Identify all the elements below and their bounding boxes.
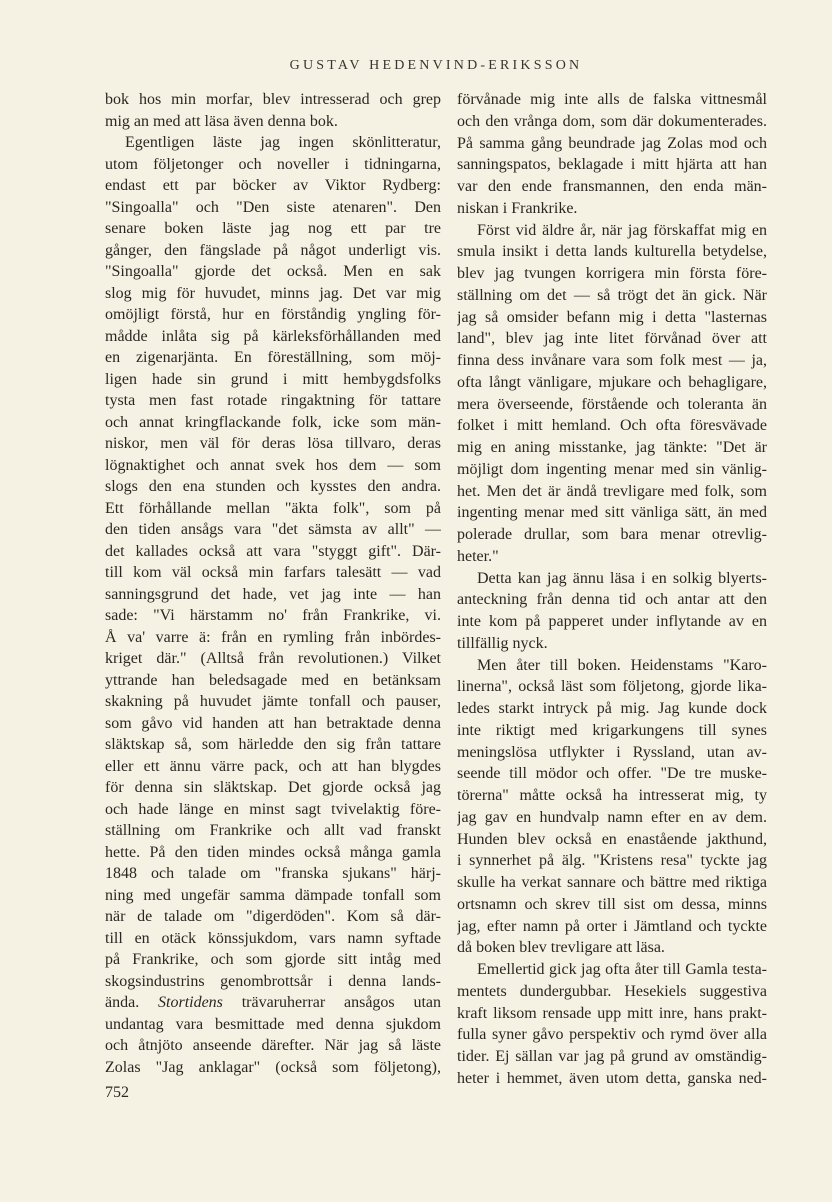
line-text: sade: "Vi härstamm no' från Frankrike, vi. [105,607,441,624]
text-line [457,589,767,611]
line-text: lögnaktighet och annat svek hos dem — som [105,456,441,474]
line-text: På samma gång beundrade jag Zolas mod och [457,134,767,152]
text-line [457,502,767,524]
line-text: när de talade om "digerdöden". Kom så där- [105,908,441,925]
line-text: inte kom på papperet under inflytande av en [457,613,767,630]
line-text: slog mig för huvudet, minns jag. Det var mig [105,284,441,302]
text-line [457,1046,767,1068]
text-line [105,347,441,369]
text-line [457,546,767,568]
line-text: jag gav en hundvalp namn efter en av dem. [457,808,767,826]
text-line [105,390,441,412]
text-line [105,519,441,541]
text-line [105,261,441,283]
line-text: smula insikt i detta lands kulturella betydelse, [457,243,767,261]
text-line [457,89,767,111]
text-line [457,785,767,807]
text-line [457,916,767,938]
text-line [457,1024,767,1046]
text-line [105,885,441,907]
line-text: folket i mitt hemland. Och ofta föresvävade [457,417,767,435]
line-text: slogs den ena stunden och kysstes den andra. [105,478,441,495]
text-line [457,459,767,481]
text-line [105,412,441,434]
text-line [105,154,441,176]
text-line [105,584,441,606]
text-line [105,992,441,1014]
text-line [105,842,441,864]
text-line [457,720,767,742]
line-text: mentets dundergubbar. Hesekiels suggestiva [457,982,767,1000]
page-number: 752 [105,1084,129,1101]
text-line [457,676,767,698]
text-line [457,959,767,981]
line-text: skakning på huvudet jämte tonfall och pauser, [105,693,441,710]
line-text: undantag vara besmittade med denna sjukdom [105,1015,441,1033]
right-text-column [457,89,767,1090]
line-text: då boken blev trevligare att läsa. [457,939,665,957]
text-line [457,894,767,916]
running-header: GUSTAV HEDENVIND-ERIKSSON [289,58,583,73]
text-line [457,742,767,764]
line-text: fulla syner gåvo perspektiv och rymd över alla [457,1026,767,1044]
line-text: eller ett ännu värre pack, och att han blygdes [105,757,441,775]
line-text: finna dess invånare vara som folk mest — ja, [457,352,767,369]
line-text: Detta kan jag ännu läsa i en solkig blyerts- [477,569,767,587]
line-text: tider. Ej sällan var jag på grund av omständig- [457,1048,767,1065]
line-text: på Frankrike, och som gjorde sitt intåg med [105,951,441,968]
line-text: bok hos min morfar, blev intresserad och grep [105,91,441,108]
text-line [105,562,441,584]
text-line [105,670,441,692]
line-text: ning med ungefär samma dämpade tonfall som [105,886,441,904]
line-text: heter i hemmet, även utom detta, ganska ned- [457,1069,767,1087]
text-line [457,850,767,872]
line-text: ställning om det — så trögt det än gick. När [457,286,767,304]
text-line [457,415,767,437]
text-line [457,698,767,720]
text-line [105,627,441,649]
text-line [457,372,767,394]
line-text: niskor, men väl för deras lösa tillvaro, deras [105,435,441,452]
text-line [457,133,767,155]
line-text: tillfällig nyck. [457,634,548,652]
text-line [105,541,441,563]
text-line [105,498,441,520]
text-line [457,263,767,285]
line-text: till kom väl också min farfars talesätt — vad [105,564,441,581]
text-line [457,437,767,459]
line-text: ställning om Frankrike och allt vad franskt [105,822,441,839]
line-text: niskan i Frankrike. [457,199,578,217]
text-line [105,799,441,821]
text-line [105,906,441,928]
line-text: släktskap så, som härledde den sig från tattare [105,736,441,753]
line-text: det kallades också att vara "styggt gift". Där- [105,542,441,560]
line-text: jag, efter namn på orter i Jämtland och tyckte [457,917,767,935]
text-line [105,197,441,219]
text-line [105,1057,441,1079]
text-line [105,89,441,111]
text-line [105,863,441,885]
line-text: skulle ha verkat sannare och bättre med riktiga [457,874,767,891]
line-text: heter." [457,547,499,565]
text-line [105,734,441,756]
text-line [457,176,767,198]
text-line [457,524,767,546]
line-text: yttrande han beledsagade med en betänksam [105,671,441,689]
line-text: och hade länge en minst sagt tvivelaktig före- [105,800,441,818]
line-text: het. Men det är ändå trevligare med folk, som [457,482,767,500]
line-text: meningslösa utflykter i Ryssland, utan av- [457,743,767,761]
text-line [105,111,441,133]
line-text: jag så omsider befann mig i detta "lasternas [457,308,767,326]
line-text: den tiden ansågs vara "det sämsta av allt" — [105,521,441,538]
line-text: ända. [105,994,159,1011]
text-line [457,829,767,851]
line-text: endast ett par böcker av Viktor Rydberg: [105,177,441,194]
left-text-column [105,89,441,1078]
line-text: mådde inlåta sig på kärleksförhållanden med [105,327,441,345]
line-text: blev jag tvungen korrigera min första före- [457,265,767,282]
text-line [457,937,767,959]
text-line [105,283,441,305]
line-text: polerade drullar, som bara menar otrevlig- [457,526,767,543]
text-line [105,971,441,993]
text-line [457,611,767,633]
text-line [105,820,441,842]
text-line [457,111,767,133]
line-text: kraft liksom rensade upp mitt inre, hans prakt- [457,1004,767,1022]
text-line [457,198,767,220]
line-text: var den ende fransmannen, den enda män- [457,178,767,195]
text-line [105,756,441,778]
line-text: skogsindustrins genombrottsår i denna lands- [105,972,441,990]
line-text: mig en aning misstanke, jag tänkte: "Det är [457,439,767,456]
line-text: som gåvo vid handen att han betraktade denna [105,714,441,732]
text-line [457,981,767,1003]
line-text: inte riktigt med krigarkungens till synes [457,721,767,739]
text-line [457,481,767,503]
line-text: ofta långt vänligare, mjukare och behagligare, [457,373,767,391]
line-text: ingenting menar med sitt vänliga sätt, än med [457,504,767,522]
text-line [457,154,767,176]
line-text: mera överseende, förstående och toleranta än [457,395,767,413]
line-text: Men åter till boken. Heidenstams "Karo- [477,656,767,674]
line-text-after: trävaruherrar ansågos utan [222,994,441,1011]
text-line [105,476,441,498]
text-line [457,307,767,329]
line-text: Å va' varre ä: från en rymling från inbördes- [105,628,441,646]
line-text: möjligt dom ingenting menar med sin vänlig- [457,460,767,478]
text-line [105,648,441,670]
line-text: ligen hade sin grund i mitt hembygdsfolks [105,370,441,388]
line-text: Hunden blev också en enastående jakthund, [457,830,767,848]
line-text: omöjligt förstå, hur en förståndig yngling för- [105,306,441,323]
line-text: senare boken läste jag nog ett par tre [105,220,441,237]
text-line [105,713,441,735]
text-line [457,568,767,590]
text-line [105,240,441,262]
line-text: Ett förhållande mellan "äkta folk", som på [105,499,441,517]
line-text: Emellertid gick jag ofta åter till Gamla testa- [477,961,767,978]
text-line [105,218,441,240]
text-line [105,777,441,799]
text-line [457,655,767,677]
line-text: sanningspatos, beklagade i mitt hjärta att han [457,156,767,174]
text-line [457,285,767,307]
line-text: tysta men fast rotade ringaktning för tattare [105,392,441,409]
line-text: i synnerhet på älg. "Kristens resa" tyckte jag [457,852,767,870]
text-line [457,220,767,242]
line-text: "Singoalla" gjorde det också. Men en sak [105,263,441,280]
line-text: gånger, den fängslade på något underligt vis. [105,241,441,259]
text-line [457,763,767,785]
line-text: kriget där." (Alltså från revolutionen.) Vilket [105,650,441,667]
line-text: och åtnjöto anseende därefter. När jag så läste [105,1037,441,1054]
text-line [105,433,441,455]
text-line [105,369,441,391]
text-line [105,949,441,971]
line-text: seende till mödor och offer. "De tre muske- [457,765,767,783]
italic-title: Stortidens [158,994,223,1011]
text-line [105,928,441,950]
line-text: till en otäck könssjukdom, vars namn syftade [105,929,441,947]
text-line [105,132,441,154]
line-text: linerna", också läst som följetong, gjorde lika- [457,678,767,696]
line-text: mig an med att läsa även denna bok. [105,112,338,130]
text-line [105,1014,441,1036]
text-line [457,1068,767,1090]
text-line [457,1003,767,1025]
text-line [457,633,767,655]
text-line [105,605,441,627]
text-line [105,304,441,326]
line-text: ledes starkt intryck på mig. Jag kunde dock [457,700,767,717]
text-line [457,328,767,350]
line-text: anteckning från denna tid och antar att den [457,591,767,609]
text-line [457,872,767,894]
text-line [457,394,767,416]
line-text: sanningsgrund det hade, vet jag inte — han [105,585,441,603]
text-line [105,691,441,713]
text-line [105,455,441,477]
text-line [457,350,767,372]
line-text: utom följetonger och noveller i tidningarna, [105,155,441,173]
line-text: Zolas "Jag anklagar" (också som följetong), [105,1058,441,1076]
text-line [457,807,767,829]
text-line [105,175,441,197]
line-text: förvånade mig inte alls de falska vittnesmål [457,91,767,108]
line-text: hette. På den tiden mindes också många gamla [105,843,441,861]
text-line [457,241,767,263]
line-text: "Singoalla" och "Den siste atenaren". Den [105,198,441,216]
line-text: och den vrånga dom, som där dokumenterades. [457,112,767,130]
line-text: land", blev jag inte litet förvånad över att [457,330,767,348]
line-text: Först vid äldre år, när jag förskaffat mig en [477,221,767,239]
text-line [105,326,441,348]
line-text: 1848 och talade om "franska sjukans" härj- [105,865,441,882]
text-line [105,1035,441,1057]
line-text: för denna sin släktskap. Det gjorde också jag [105,779,441,796]
line-text: ortsnamn och skrev till sist om dessa, minns [457,895,767,913]
line-text: och annat kringflackande folk, icke som män- [105,413,441,431]
line-text: en zigenarjänta. En föreställning, som möj- [105,349,441,366]
line-text: Egentligen läste jag ingen skönlitteratur, [125,134,441,151]
line-text: törerna" måtte också ha intresserat mig, ty [457,787,767,804]
